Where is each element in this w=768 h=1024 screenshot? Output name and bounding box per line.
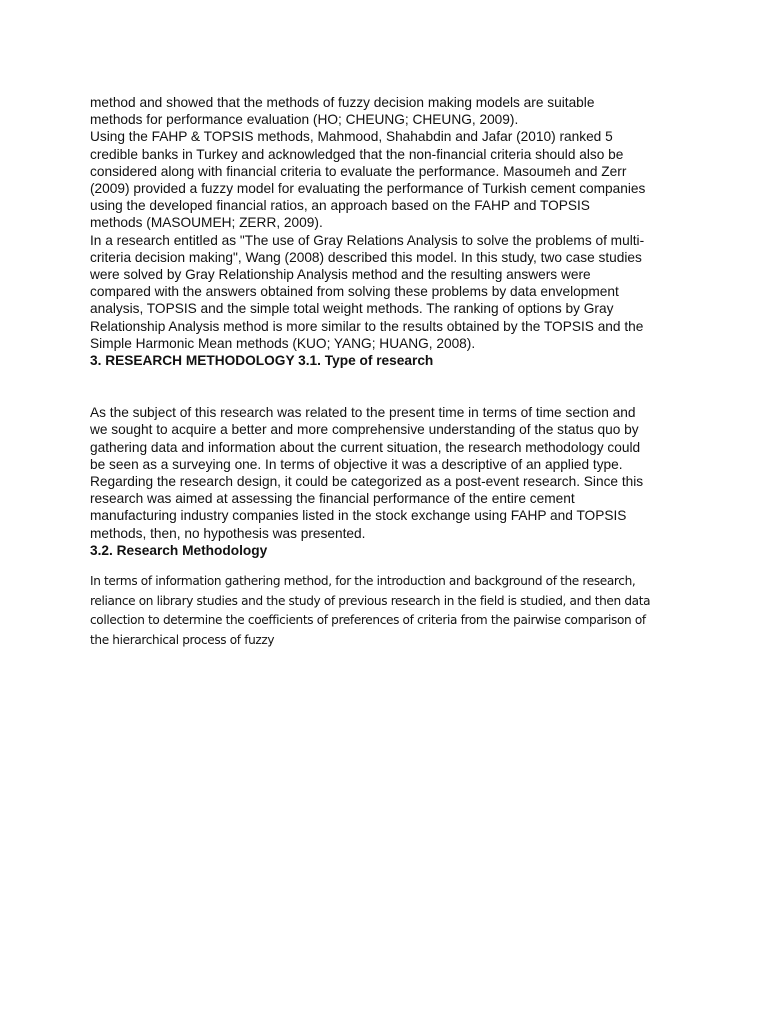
paragraph-fuzzy-methods: method and showed that the methods of fuzzy decision making models are suitable methods for performance evaluation (HO; CHEUNG; CHEUNG, 2009). (90, 95, 595, 128)
paragraph-gray-relations: In a research entitled as "The use of Gray Relations Analysis to solve the problems of multi- criteria decision making", Wang (2008) described this model. In this study, two case studies were solved by Gray Relationship Analysis method and the resulting answers were compared with the answers obtained from solving these problems by data envelopment analysis, TOPSIS and the simple total weight methods. The ranking of options by Gray Relationship Analysis method is more similar to the results obtained by the TOPSIS and the Simple Harmonic Mean methods (KUO; YANG; HUANG, 2008). (90, 232, 645, 351)
section-heading-research-methodology: 3. RESEARCH METHODOLOGY 3.1. Type of research (90, 353, 434, 369)
paragraph-type-of-research: As the subject of this research was related to the present time in terms of time section and we sought to acquire a better and more comprehensive understanding of the status quo by gathering data and information about the current situation, the research methodology could be seen as a surveying one. In terms of objective it was a descriptive of an applied type. Regarding the research design, it could be categorized as a post-event research. Since this research was aimed at assessing the financial performance of the entire cement manufacturing industry companies listed in the stock exchange using FAHP and TOPSIS methods, then, no hypothesis was presented. (90, 405, 644, 541)
paragraph-information-gathering: In terms of information gathering method, for the introduction and background of the research, reliance on library studies and the study of previous research in the field is studied, and then data collection to determine the coefficients of preferences of criteria from the pairwise comparison of the hierarchical process of fuzzy (90, 574, 651, 647)
paragraph-fahp-topsis: Using the FAHP & TOPSIS methods, Mahmood, Shahabdin and Jafar (2010) ranked 5 credible banks in Turkey and acknowledged that the non-financial criteria should also be considered along with financial criteria to evaluate the performance. Masoumeh and Zerr (2009) provided a fuzzy model for evaluating the performance of Turkish cement companies using the developed financial ratios, an approach based on the FAHP and TOPSIS methods (MASOUMEH; ZERR, 2009). (90, 129, 646, 231)
document-page (90, 94, 690, 650)
section-heading-3-2: 3.2. Research Methodology (90, 542, 268, 558)
